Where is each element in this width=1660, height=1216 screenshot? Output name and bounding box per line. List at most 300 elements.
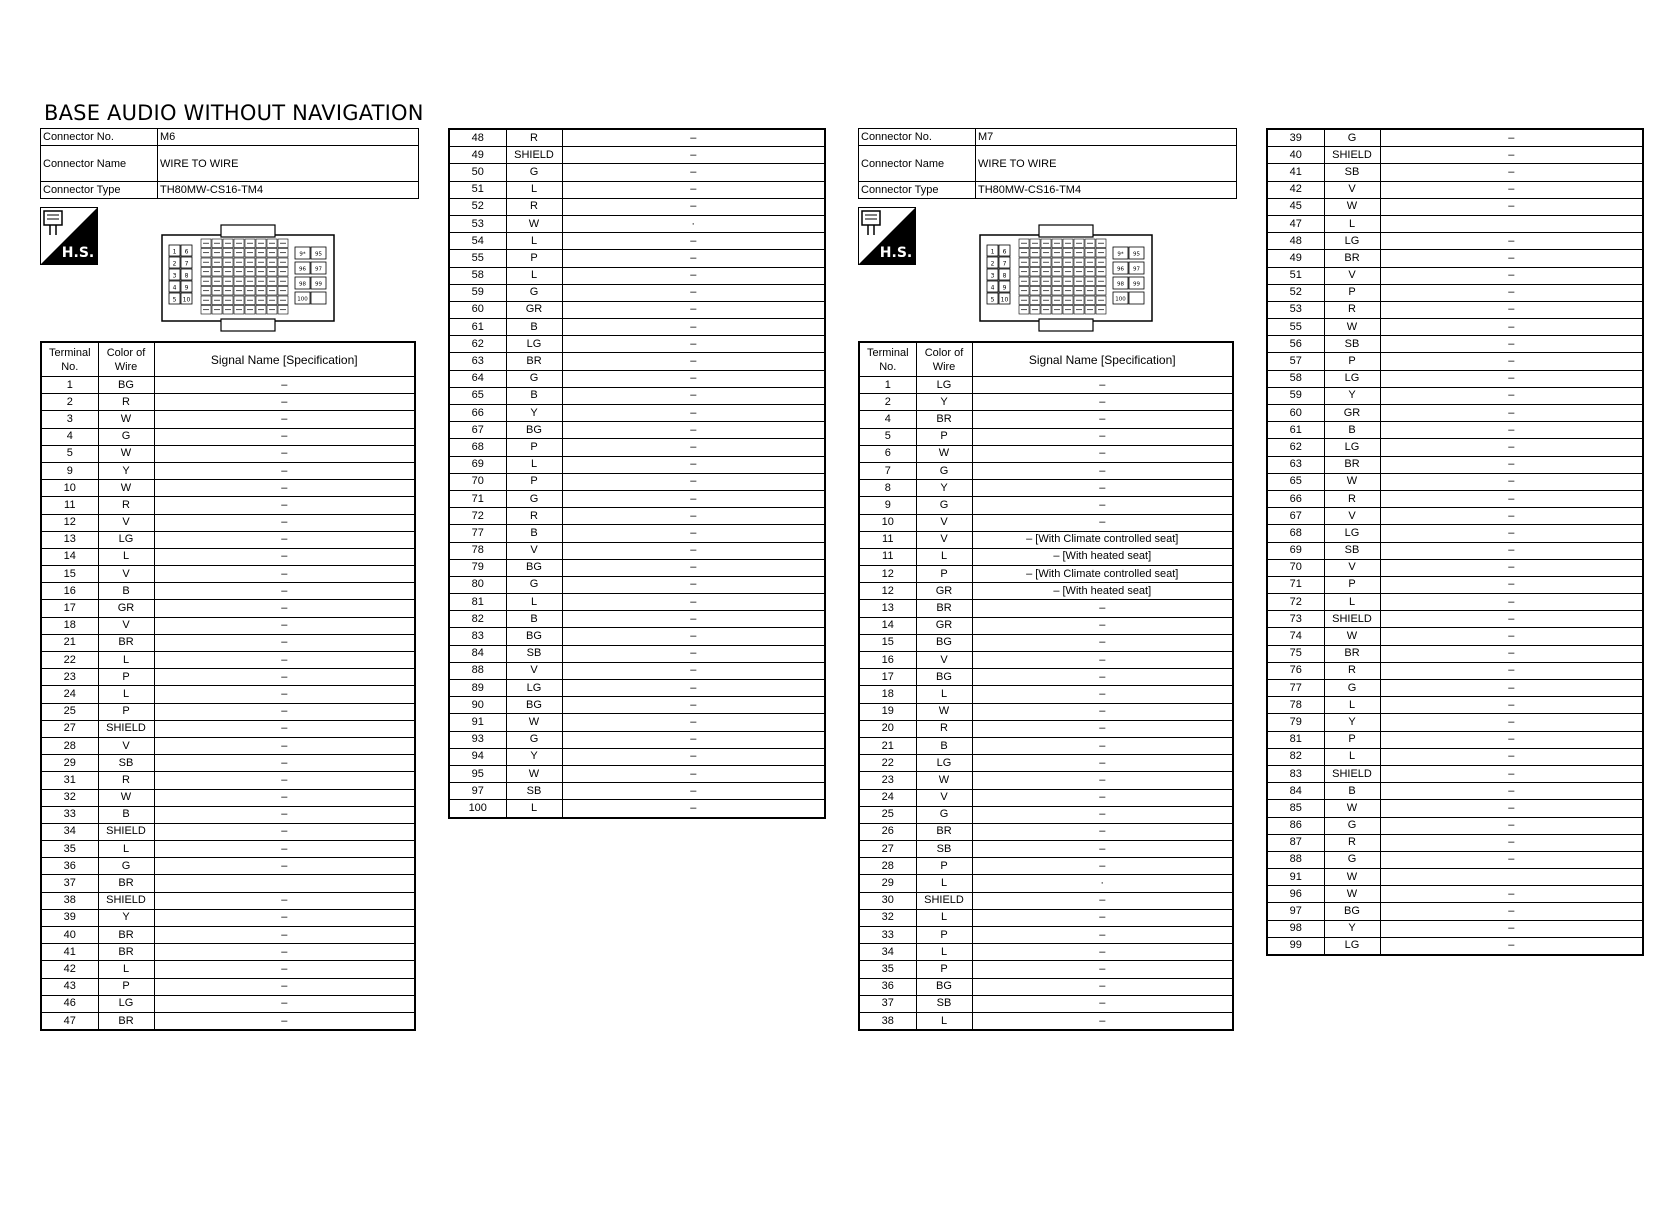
terminal-no-cell: 22: [41, 652, 98, 669]
connector-type-label: Connector Type: [41, 182, 158, 199]
terminal-no-cell: 37: [41, 875, 98, 892]
wire-color-cell: BR: [916, 411, 972, 428]
terminal-no-cell: 28: [859, 858, 916, 875]
terminal-no-cell: 12: [859, 583, 916, 600]
wire-color-cell: L: [98, 841, 154, 858]
table-row: [41, 841, 415, 858]
table-row: [449, 250, 825, 267]
table-row: [1267, 937, 1643, 955]
wire-color-cell: LG: [1324, 525, 1380, 542]
wire-color-cell: BG: [506, 422, 562, 439]
signal-name-cell: –: [562, 490, 825, 507]
signal-name-cell: –: [972, 634, 1233, 651]
wire-color-cell: W: [98, 480, 154, 497]
signal-name-cell: –: [972, 394, 1233, 411]
signal-name-cell: –: [154, 789, 415, 806]
wire-color-cell: Y: [1324, 920, 1380, 937]
m7-pin-table-1: [858, 341, 1234, 1031]
wire-color-cell: SHIELD: [506, 147, 562, 164]
table-row: [449, 336, 825, 353]
wire-color-cell: P: [916, 566, 972, 583]
wire-color-cell: GR: [916, 617, 972, 634]
table-row: [41, 377, 415, 394]
table-row: [1267, 765, 1643, 782]
signal-name-cell: –: [562, 129, 825, 147]
wire-color-cell: V: [98, 617, 154, 634]
connector-name-value: WIRE TO WIRE: [158, 146, 419, 182]
signal-name-cell: –: [972, 909, 1233, 926]
wire-color-cell: LG: [916, 755, 972, 772]
cavity-number: 9*: [299, 251, 306, 258]
cavity-number: 10: [1000, 296, 1009, 304]
cavity-number: 99: [315, 281, 322, 288]
signal-name-cell: –: [1380, 267, 1643, 284]
table-row: [1267, 920, 1643, 937]
wire-color-cell: V: [1324, 508, 1380, 525]
signal-name-cell: –: [562, 387, 825, 404]
wire-color-cell: L: [916, 548, 972, 565]
terminal-no-cell: 83: [449, 628, 506, 645]
terminal-no-cell: 48: [449, 129, 506, 147]
table-row: [1267, 284, 1643, 301]
signal-name-cell: –: [1380, 594, 1643, 611]
wire-color-cell: V: [98, 737, 154, 754]
table-row: [859, 789, 1233, 806]
wire-color-cell: BG: [916, 634, 972, 651]
wire-color-cell: SB: [506, 645, 562, 662]
terminal-no-cell: 29: [859, 875, 916, 892]
signal-name-cell: –: [154, 377, 415, 394]
terminal-no-cell: 71: [1267, 576, 1324, 593]
terminal-no-cell: 41: [1267, 164, 1324, 181]
signal-name-cell: –: [1380, 405, 1643, 422]
terminal-no-cell: 96: [1267, 886, 1324, 903]
signal-name-cell: –: [562, 319, 825, 336]
cavity-number: 4: [172, 284, 177, 292]
table-row: [449, 233, 825, 250]
wire-color-cell: SB: [98, 755, 154, 772]
signal-name-cell: ·: [562, 215, 825, 232]
terminal-no-cell: 78: [1267, 697, 1324, 714]
table-row: [1267, 387, 1643, 404]
terminal-no-cell: 60: [1267, 405, 1324, 422]
terminal-no-cell: 16: [859, 652, 916, 669]
signal-name-cell: –: [972, 978, 1233, 995]
wire-color-cell: V: [1324, 267, 1380, 284]
terminal-no-cell: 84: [1267, 783, 1324, 800]
table-row: [41, 583, 415, 600]
signal-name-cell: –: [154, 531, 415, 548]
wire-color-cell: BR: [1324, 645, 1380, 662]
wire-color-cell: GR: [98, 600, 154, 617]
table-row: [41, 600, 415, 617]
table-row: [41, 720, 415, 737]
wire-color-cell: Y: [98, 909, 154, 926]
signal-name-cell: –: [154, 686, 415, 703]
table-row: [449, 405, 825, 422]
signal-name-cell: – [With Climate controlled seat]: [972, 531, 1233, 548]
table-row: [859, 531, 1233, 548]
cavity-number: 95: [1133, 251, 1140, 258]
connector-no-value: M6: [158, 129, 419, 146]
table-row: [859, 909, 1233, 926]
table-row: [1267, 301, 1643, 318]
wire-color-cell: R: [98, 497, 154, 514]
table-row: [1267, 680, 1643, 697]
connector-type-label: Connector Type: [859, 182, 976, 199]
signal-name-cell: –: [562, 267, 825, 284]
wire-color-cell: SB: [1324, 164, 1380, 181]
table-row: [449, 490, 825, 507]
table-row: [41, 823, 415, 840]
connector-latch: [221, 225, 275, 237]
wire-color-cell: L: [916, 875, 972, 892]
terminal-no-cell: 33: [859, 927, 916, 944]
signal-name-cell: –: [154, 634, 415, 651]
signal-name-cell: –: [562, 662, 825, 679]
table-row: [449, 697, 825, 714]
signal-name-cell: –: [1380, 920, 1643, 937]
table-row: [1267, 731, 1643, 748]
wire-color-header: Color of Wire: [916, 342, 972, 377]
wire-color-cell: G: [506, 370, 562, 387]
table-row: [449, 800, 825, 818]
wire-color-cell: R: [916, 720, 972, 737]
wire-color-cell: R: [506, 129, 562, 147]
table-row: [449, 215, 825, 232]
signal-name-cell: –: [1380, 147, 1643, 164]
table-row: [449, 473, 825, 490]
table-row: [449, 439, 825, 456]
cavity-number: 6: [1002, 248, 1007, 256]
wire-color-cell: P: [1324, 731, 1380, 748]
terminal-no-cell: 87: [1267, 834, 1324, 851]
signal-name-cell: –: [562, 198, 825, 215]
table-row: [859, 428, 1233, 445]
wire-color-cell: GR: [1324, 405, 1380, 422]
signal-name-cell: –: [1380, 508, 1643, 525]
signal-name-cell: [1380, 869, 1643, 886]
signal-name-cell: –: [154, 428, 415, 445]
signal-name-cell: –: [562, 680, 825, 697]
table-row: [1267, 817, 1643, 834]
table-row: [41, 634, 415, 651]
table-row: [859, 720, 1233, 737]
terminal-no-cell: 91: [1267, 869, 1324, 886]
wire-color-cell: P: [1324, 353, 1380, 370]
wire-color-cell: G: [916, 462, 972, 479]
terminal-no-cell: 63: [449, 353, 506, 370]
table-row: [449, 284, 825, 301]
wire-color-cell: W: [1324, 473, 1380, 490]
signal-name-cell: –: [972, 703, 1233, 720]
terminal-no-cell: 62: [1267, 439, 1324, 456]
signal-name-cell: –: [1380, 319, 1643, 336]
signal-name-cell: –: [1380, 765, 1643, 782]
terminal-no-cell: 86: [1267, 817, 1324, 834]
table-row: [1267, 250, 1643, 267]
terminal-no-cell: 28: [41, 737, 98, 754]
terminal-no-cell: 82: [449, 611, 506, 628]
table-row: [449, 198, 825, 215]
table-row: [859, 600, 1233, 617]
signal-name-cell: –: [154, 755, 415, 772]
cavity-number: 100: [1115, 296, 1126, 303]
terminal-no-cell: 70: [1267, 559, 1324, 576]
table-row: [1267, 456, 1643, 473]
connector-name-label: Connector Name: [859, 146, 976, 182]
signal-name-cell: –: [1380, 559, 1643, 576]
cavity-number: 99: [1133, 281, 1140, 288]
signal-name-cell: –: [562, 164, 825, 181]
table-row: [41, 737, 415, 754]
terminal-no-cell: 17: [859, 669, 916, 686]
wire-color-cell: G: [506, 731, 562, 748]
table-row: [1267, 714, 1643, 731]
signal-name-cell: –: [972, 686, 1233, 703]
signal-name-cell: –: [562, 439, 825, 456]
table-row: [41, 566, 415, 583]
table-row: [449, 129, 825, 147]
wire-color-cell: L: [506, 233, 562, 250]
signal-name-cell: –: [562, 284, 825, 301]
table-row: [449, 508, 825, 525]
table-row: [1267, 783, 1643, 800]
terminal-no-cell: 58: [1267, 370, 1324, 387]
signal-name-cell: –: [1380, 697, 1643, 714]
terminal-no-cell: 35: [859, 961, 916, 978]
wire-color-cell: BG: [506, 559, 562, 576]
terminal-no-cell: 38: [859, 1012, 916, 1030]
wire-color-cell: P: [1324, 284, 1380, 301]
terminal-no-cell: 20: [859, 720, 916, 737]
signal-name-cell: –: [154, 823, 415, 840]
wire-color-cell: BR: [506, 353, 562, 370]
signal-name-cell: – [With heated seat]: [972, 548, 1233, 565]
table-row: [859, 737, 1233, 754]
wire-color-cell: Y: [916, 394, 972, 411]
wire-color-cell: BG: [98, 377, 154, 394]
terminal-no-cell: 49: [449, 147, 506, 164]
terminal-no-cell: 38: [41, 892, 98, 909]
terminal-no-cell: 3: [41, 411, 98, 428]
signal-name-cell: –: [1380, 576, 1643, 593]
table-row: [1267, 611, 1643, 628]
wire-color-cell: G: [506, 284, 562, 301]
table-row: [41, 909, 415, 926]
wire-color-cell: P: [98, 669, 154, 686]
terminal-no-cell: 13: [41, 531, 98, 548]
terminal-no-cell: 12: [859, 566, 916, 583]
table-row: [41, 652, 415, 669]
wire-color-cell: W: [506, 765, 562, 782]
signal-name-cell: –: [972, 944, 1233, 961]
cavity-number: 9: [1002, 284, 1007, 292]
cavity-number: 1: [172, 248, 177, 256]
wire-color-cell: L: [506, 800, 562, 818]
wire-color-cell: L: [98, 961, 154, 978]
cavity-number: 8: [184, 272, 189, 280]
wire-color-cell: BG: [506, 697, 562, 714]
signal-name-cell: –: [1380, 851, 1643, 868]
table-row: [41, 531, 415, 548]
wire-color-cell: Y: [506, 748, 562, 765]
wire-color-cell: LG: [98, 995, 154, 1012]
wire-color-cell: SHIELD: [1324, 611, 1380, 628]
wire-color-cell: BR: [1324, 456, 1380, 473]
signal-name-cell: –: [154, 445, 415, 462]
signal-name-cell: –: [562, 628, 825, 645]
wire-color-cell: L: [1324, 215, 1380, 232]
terminal-no-cell: 90: [449, 697, 506, 714]
table-row: [449, 559, 825, 576]
wire-color-cell: W: [1324, 869, 1380, 886]
signal-name-cell: –: [1380, 233, 1643, 250]
terminal-no-cell: 85: [1267, 800, 1324, 817]
terminal-no-cell: 64: [449, 370, 506, 387]
table-row: [1267, 336, 1643, 353]
terminal-no-cell: 97: [1267, 903, 1324, 920]
wire-color-header: Color of Wire: [98, 342, 154, 377]
terminal-no-cell: 14: [859, 617, 916, 634]
wire-color-cell: G: [98, 858, 154, 875]
terminal-no-cell: 23: [859, 772, 916, 789]
terminal-no-cell: 42: [41, 961, 98, 978]
signal-name-cell: – [With Climate controlled seat]: [972, 566, 1233, 583]
wire-color-cell: L: [1324, 697, 1380, 714]
cavity-number: 10: [182, 296, 191, 304]
signal-name-cell: –: [972, 445, 1233, 462]
wire-color-cell: W: [98, 789, 154, 806]
terminal-no-cell: 46: [41, 995, 98, 1012]
terminal-no-cell: 50: [449, 164, 506, 181]
signal-name-cell: –: [562, 594, 825, 611]
page-title: BASE AUDIO WITHOUT NAVIGATION: [44, 101, 424, 125]
table-row: [1267, 181, 1643, 198]
signal-name-cell: –: [154, 927, 415, 944]
table-row: [449, 387, 825, 404]
signal-name-cell: –: [562, 731, 825, 748]
table-row: [859, 841, 1233, 858]
signal-name-cell: –: [562, 783, 825, 800]
signal-name-cell: –: [154, 617, 415, 634]
wire-color-cell: BR: [916, 600, 972, 617]
signal-name-cell: –: [972, 600, 1233, 617]
wire-color-cell: L: [916, 944, 972, 961]
table-row: [41, 669, 415, 686]
table-row: [1267, 147, 1643, 164]
wire-color-cell: R: [1324, 834, 1380, 851]
harness-side-icon: [40, 207, 98, 265]
signal-name-cell: –: [154, 548, 415, 565]
wire-color-cell: L: [916, 1012, 972, 1030]
terminal-no-cell: 40: [41, 927, 98, 944]
signal-name-cell: –: [154, 737, 415, 754]
terminal-no-cell: 67: [1267, 508, 1324, 525]
wire-color-cell: BG: [916, 978, 972, 995]
wire-color-cell: BG: [916, 669, 972, 686]
terminal-no-cell: 29: [41, 755, 98, 772]
terminal-no-cell: 55: [449, 250, 506, 267]
terminal-no-cell: 7: [859, 462, 916, 479]
wire-color-cell: L: [506, 267, 562, 284]
wire-color-cell: BR: [1324, 250, 1380, 267]
table-row: [41, 686, 415, 703]
wire-color-cell: W: [1324, 319, 1380, 336]
table-row: [1267, 697, 1643, 714]
m7-pin-table-2: [1266, 128, 1644, 956]
wire-color-cell: W: [506, 215, 562, 232]
wire-color-cell: B: [506, 525, 562, 542]
terminal-no-cell: 37: [859, 995, 916, 1012]
terminal-no-cell: 5: [859, 428, 916, 445]
wire-color-cell: G: [916, 497, 972, 514]
signal-name-cell: –: [562, 697, 825, 714]
table-row: [1267, 215, 1643, 232]
terminal-no-cell: 81: [449, 594, 506, 611]
wire-color-cell: G: [98, 428, 154, 445]
table-row: [41, 927, 415, 944]
signal-name-cell: –: [972, 497, 1233, 514]
wire-color-cell: W: [916, 772, 972, 789]
terminal-no-cell: 47: [1267, 215, 1324, 232]
terminal-no-cell: 36: [859, 978, 916, 995]
terminal-no-cell: 53: [1267, 301, 1324, 318]
table-row: [1267, 903, 1643, 920]
table-row: [41, 411, 415, 428]
terminal-no-cell: 52: [1267, 284, 1324, 301]
table-row: [859, 617, 1233, 634]
terminal-no-cell: 18: [41, 617, 98, 634]
table-row: [1267, 559, 1643, 576]
wire-color-cell: P: [916, 428, 972, 445]
wire-color-cell: Y: [98, 462, 154, 479]
table-row: [1267, 542, 1643, 559]
signal-name-cell: –: [154, 583, 415, 600]
signal-name-cell: –: [562, 576, 825, 593]
signal-name-cell: –: [1380, 198, 1643, 215]
terminal-no-cell: 99: [1267, 937, 1324, 955]
signal-name-cell: –: [972, 411, 1233, 428]
table-row: [1267, 508, 1643, 525]
terminal-no-cell: 98: [1267, 920, 1324, 937]
wire-color-cell: P: [98, 703, 154, 720]
signal-name-cell: –: [154, 652, 415, 669]
signal-name-cell: –: [562, 542, 825, 559]
cavity-number: 2: [990, 260, 995, 268]
signal-name-cell: –: [972, 995, 1233, 1012]
terminal-no-cell: 80: [449, 576, 506, 593]
terminal-no-cell: 26: [859, 823, 916, 840]
table-row: [41, 858, 415, 875]
table-row: [859, 703, 1233, 720]
table-row: [1267, 370, 1643, 387]
signal-name-cell: –: [154, 858, 415, 875]
m6-pin-table-2: [448, 128, 826, 819]
terminal-no-cell: 65: [449, 387, 506, 404]
table-row: [1267, 319, 1643, 336]
table-row: [449, 319, 825, 336]
terminal-no-cell: 19: [859, 703, 916, 720]
table-row: [1267, 353, 1643, 370]
wire-color-cell: R: [1324, 490, 1380, 507]
table-row: [41, 617, 415, 634]
signal-name-cell: –: [972, 892, 1233, 909]
wire-color-cell: BG: [506, 628, 562, 645]
signal-name-cell: –: [1380, 937, 1643, 955]
cavity-number: 8: [1002, 272, 1007, 280]
hs-label: H.S.: [879, 245, 913, 261]
